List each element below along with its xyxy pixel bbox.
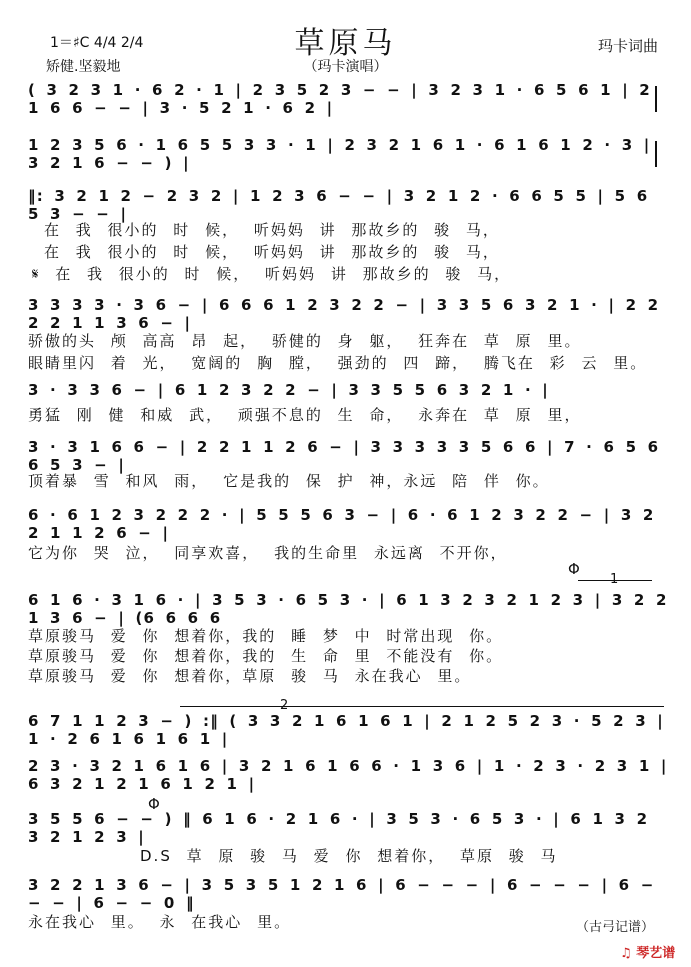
system-11-notes: 3 5 5 6 − − ) ‖ 6 1 6 · 2 1 6 · | 3 5 3 · 6 5 3 · | 6 1 3 2 3 2 1 2 3 | bbox=[28, 810, 649, 846]
system-7-notes: 6 · 6 1 2 3 2 2 2 · | 5 5 5 6 3 − | 6 · 6 1 2 3 2 2 − | 3 2 2 1 1 2 6 − | bbox=[28, 506, 655, 542]
system-6-notes: 3 · 3 1 6 6 − | 2 2 1 1 2 6 − | 3 3 3 3 3 5 6 6 | 7 · 6 5 6 6 5 3 − | bbox=[28, 438, 660, 474]
tempo-mark: 矫健.坚毅地 bbox=[46, 59, 121, 75]
volta-1-label: 1 bbox=[610, 572, 619, 587]
barline bbox=[655, 141, 657, 167]
coda-sign: Φ bbox=[148, 795, 160, 813]
system-6-lyrics: 顶着暴 雪 和风 雨， 它是我的 保 护 神，永远 陪 伴 你。 bbox=[28, 471, 550, 490]
key-signature: 1＝♯C 4/4 2/4 bbox=[50, 35, 144, 51]
system-4-lyrics-2: 眼睛里闪 着 光， 宽阔的 胸 膛， 强劲的 四 蹄， 腾飞在 彩 云 里。 bbox=[28, 353, 648, 372]
coda-sign: Φ bbox=[568, 560, 580, 578]
system-5-notes: 3 · 3 3 6 − | 6 1 2 3 2 2 − | 3 3 5 5 6 3 2 1 · | bbox=[28, 381, 549, 399]
volta-2-label: 2 bbox=[280, 698, 289, 713]
system-3-lyrics-2: 在 我 很小的 时 候， 听妈妈 讲 那故乡的 骏 马， bbox=[44, 242, 500, 261]
system-3-lyrics-3: 𝄋 在 我 很小的 时 候， 听妈妈 讲 那故乡的 骏 马， bbox=[32, 264, 512, 283]
transcriber-note: （古弓记谱） bbox=[576, 920, 655, 935]
system-4-lyrics-1: 骄傲的头 颅 高高 昂 起， 骄健的 身 躯， 狂奔在 草 原 里。 bbox=[28, 331, 582, 350]
system-8-lyrics-1: 草原骏马 爱 你 想着你，我的 睡 梦 中 时常出现 你。 bbox=[28, 626, 504, 645]
system-8-lyrics-3: 草原骏马 爱 你 想着你，草原 骏 马 永在我心 里。 bbox=[28, 666, 472, 685]
system-10-notes: 2 3 · 3 2 1 6 1 6 | 3 2 1 6 1 6 6 · 1 3 6 | 1 · 2 3 · 2 3 1 | 6 3 2 1 2 1 6 1 2 1 | bbox=[28, 757, 668, 793]
system-5-lyrics: 勇猛 刚 健 和威 武， 顽强不息的 生 命， 永奔在 草 原 里， bbox=[28, 405, 582, 424]
system-12-lyrics: 永在我心 里。 永 在我心 里。 bbox=[28, 912, 292, 931]
song-title: 草原马 bbox=[294, 26, 397, 61]
logo-mark-icon: ♫ bbox=[620, 946, 632, 961]
site-logo bbox=[620, 942, 675, 961]
system-8-notes: 6 1 6 · 3 1 6 · | 3 5 3 · 6 5 3 · | 6 1 3 2 3 2 1 2 3 | 3 2 2 1 3 6 − | (6 6 6 6 bbox=[28, 591, 668, 627]
author-credit: 玛卡词曲 bbox=[598, 37, 659, 55]
system-3-notes: ‖: 3 2 1 2 − 2 3 2 | 1 2 3 6 − − | 3 2 1 2 · 6 6 5 5 | 5 6 5 3 − − | bbox=[28, 187, 649, 223]
performer-subtitle: （玛卡演唱） bbox=[303, 59, 388, 75]
system-7-lyrics: 它为你 哭 泣， 同享欢喜， 我的生命里 永远离 不开你， bbox=[28, 543, 508, 562]
logo-text: 琴艺谱 bbox=[636, 946, 676, 961]
system-3-lyrics-1: 在 我 很小的 时 候， 听妈妈 讲 那故乡的 骏 马， bbox=[44, 220, 500, 239]
system-9-notes: 6 7 1 1 2 3 − ) :‖ ( 3 3 2 1 6 1 6 1 | 2 1 2 5 2 3 · 5 2 3 | 1 · 2 6 1 6 1 6 1 | bbox=[28, 712, 664, 748]
system-1-notes: ( 3 2 3 1 · 6 2 · 1 | 2 3 5 2 3 − − | 3 2 3 1 · 6 5 6 1 | 2 1 6 6 − − | 3 · 5 2 1 · 6 2 | bbox=[28, 81, 651, 117]
system-4-notes: 3 3 3 3 · 3 6 − | 6 6 6 1 2 3 2 2 − | 3 3 5 6 3 2 1 · | 2 2 2 2 1 1 3 6 − | bbox=[28, 296, 660, 332]
system-8-lyrics-2: 草原骏马 爱 你 想着你，我的 生 命 里 不能没有 你。 bbox=[28, 646, 504, 665]
volta-2-bracket bbox=[180, 706, 664, 707]
barline bbox=[655, 86, 657, 112]
system-2-notes: 1 2 3 5 6 · 1 6 5 5 3 3 · 1 | 2 3 2 1 6 1 · 6 1 6 1 2 · 3 | 3 2 1 6 − − ) | bbox=[28, 136, 651, 172]
system-11-lyrics: D.S 草 原 骏 马 爱 你 想着你， 草原 骏 马 bbox=[140, 846, 558, 865]
system-12-notes: 3 2 2 1 3 6 − | 3 5 3 5 1 2 1 6 | 6 − − − | 6 − − − | 6 − − − | 6 − − 0 ‖ bbox=[28, 876, 655, 912]
